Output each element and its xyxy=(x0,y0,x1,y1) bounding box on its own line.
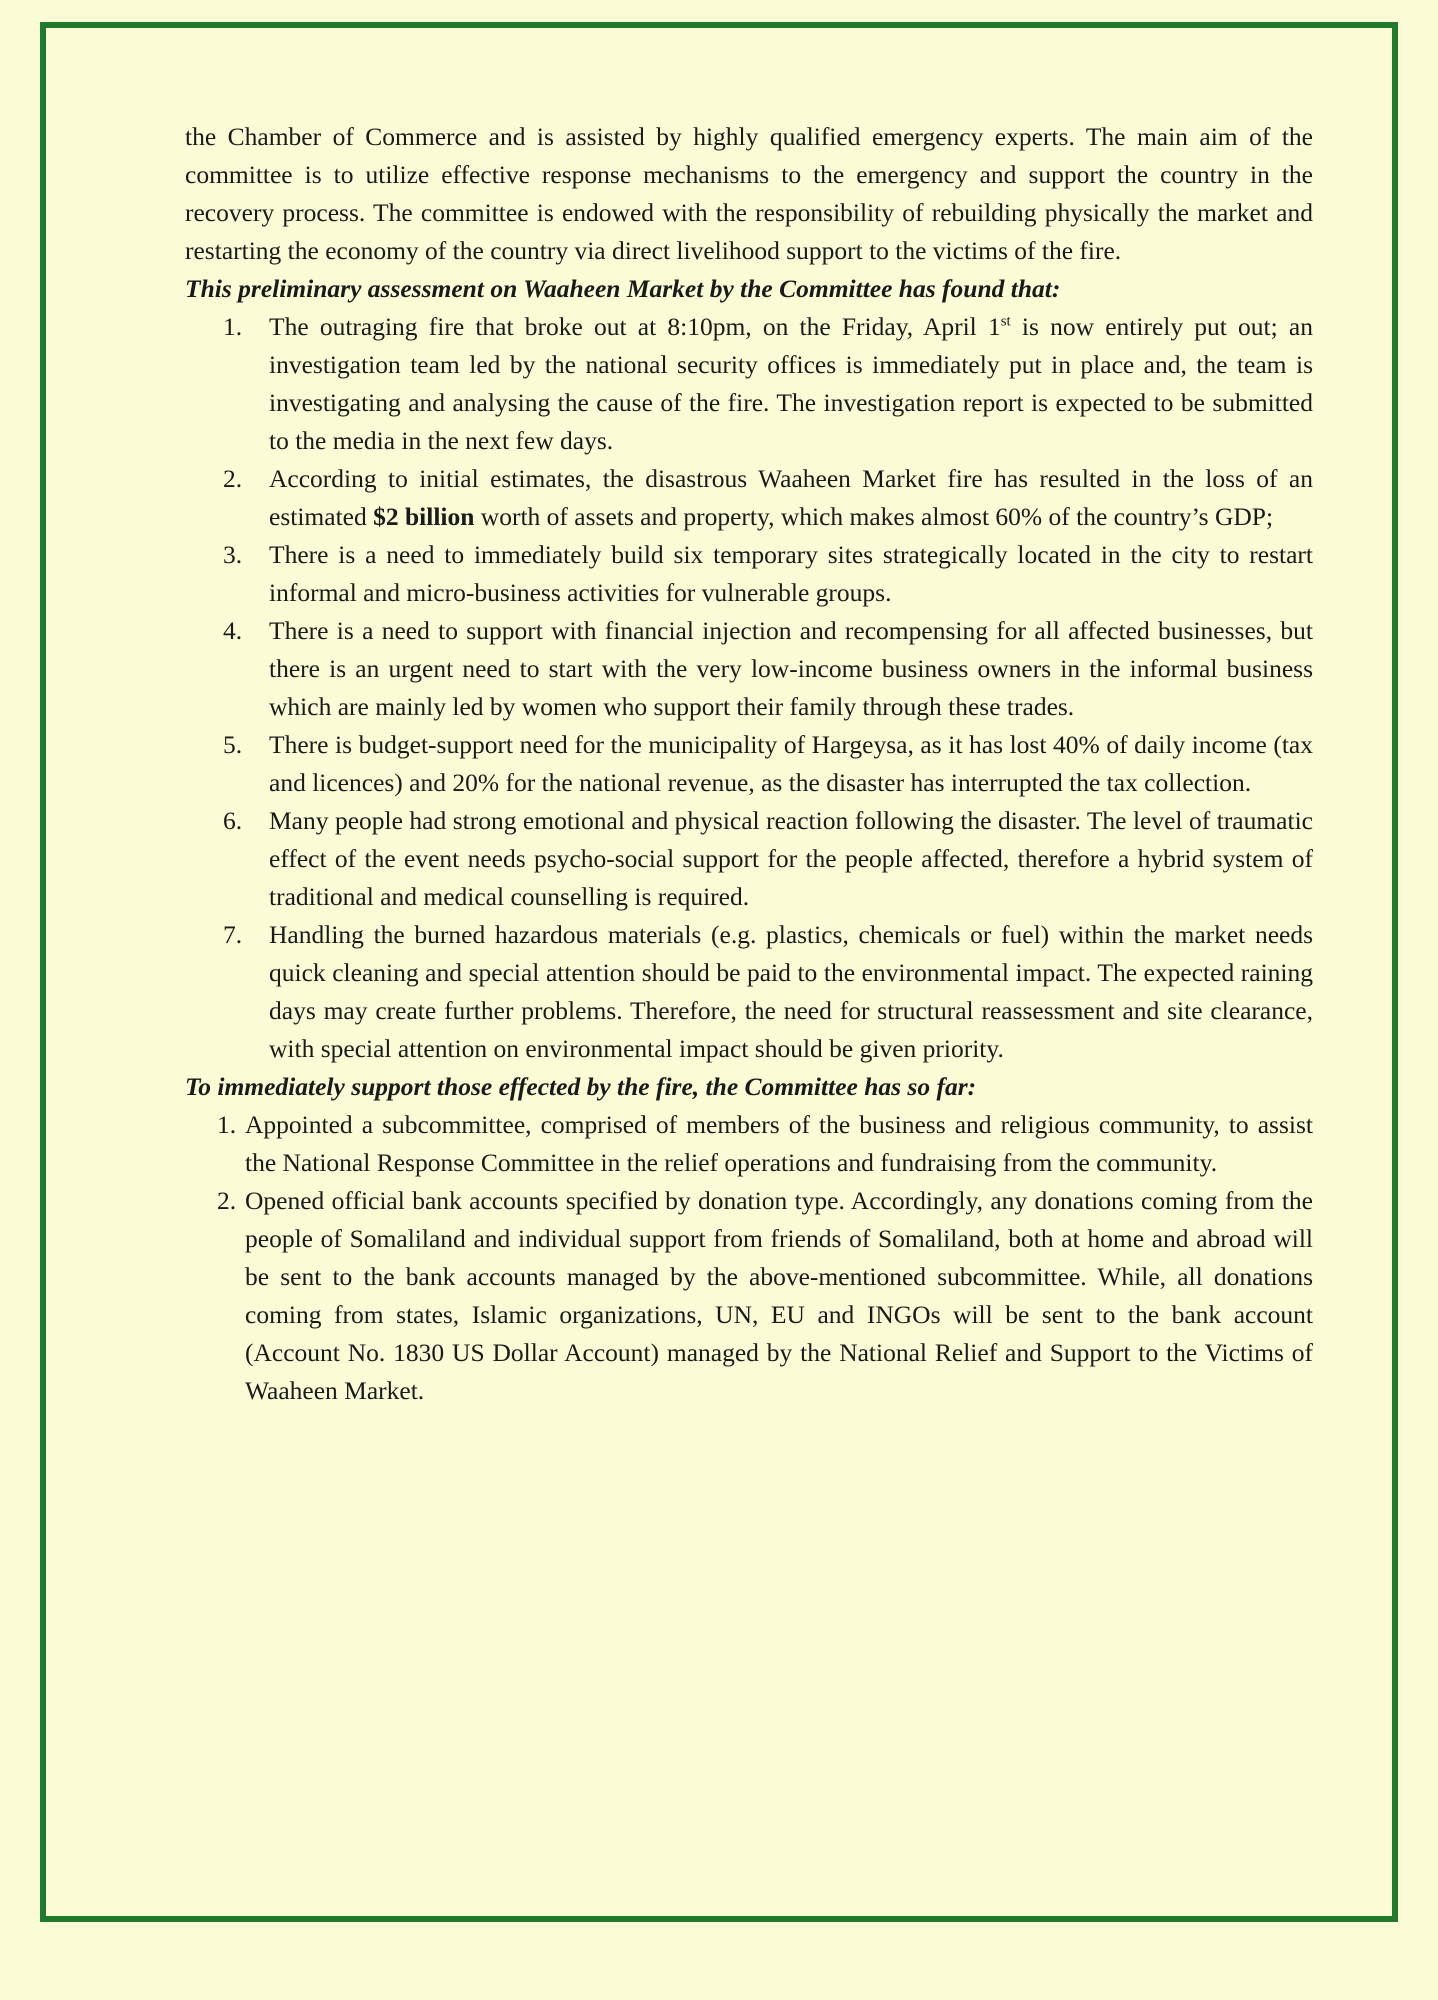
finding-number: 6. xyxy=(223,806,243,835)
finding-number: 5. xyxy=(223,730,243,759)
finding-text: Many people had strong emotional and physical reaction following the disaster. The level of traumatic effect of the event needs psycho-social support for the people affected, therefore a hybrid system of traditional and medical counselling is required. xyxy=(269,806,1313,911)
finding-item xyxy=(185,612,1313,726)
finding-text: worth of assets and property, which makes almost 60% of the country’s GDP; xyxy=(474,502,1274,531)
finding-text: Handling the burned hazardous materials (e.g. plastics, chemicals or fuel) within the market needs quick cleaning and special attention should be paid to the environmental impact. The expected raining days may create further problems. Therefore, the need for structural reassessment and site clearance, with special attention on environmental impact should be given priority. xyxy=(269,920,1313,1063)
finding-number: 2. xyxy=(223,464,243,493)
findings-heading: This preliminary assessment on Waaheen Market by the Committee has found that: xyxy=(185,274,1061,303)
finding-number: 7. xyxy=(223,920,243,949)
finding-text: There is a need to immediately build six temporary sites strategically located in the city to restart informal and micro-business activities for vulnerable groups. xyxy=(269,540,1313,607)
finding-text: According to initial estimates, the disastrous Waaheen Market fire has resulted in the loss of an estimated xyxy=(269,464,1313,531)
finding-text: is now entirely put out; an investigation team led by the national security offices is immediately put in place and, the team is investigating and analysing the cause of the fire. The investigation report is expected to be submitted to the media in the next few days. xyxy=(269,312,1313,455)
action-text: Opened official bank accounts specified by donation type. Accordingly, any donations coming from the people of Somaliland and individual support from friends of Somaliland, both at home and abroad will be sent to the bank accounts managed by the above-mentioned subcommittee. While, all donations coming from states, Islamic organizations, UN, EU and INGOs will be sent to the bank account (Account No. 1830 US Dollar Account) managed by the National Relief and Support to the Victims of Waaheen Market. xyxy=(245,1186,1313,1405)
finding-bold-amount: $2 billion xyxy=(373,502,475,531)
actions-list xyxy=(185,1106,1313,1410)
finding-superscript: st xyxy=(1000,313,1011,330)
finding-item xyxy=(185,308,1313,460)
findings-list xyxy=(185,308,1313,1068)
finding-text: The outraging fire that broke out at 8:10pm, on the Friday, April 1 xyxy=(269,312,1001,341)
finding-item xyxy=(185,726,1313,802)
intro-paragraph: the Chamber of Commerce and is assisted by highly qualified emergency experts. The main aim of the committee is to utilize effective response mechanisms to the emergency and support the country in the recovery process. The committee is endowed with the responsibility of rebuilding physically the market and restarting the economy of the country via direct livelihood support to the victims of the fire. xyxy=(185,122,1313,265)
action-item xyxy=(185,1106,1313,1182)
document-body xyxy=(185,118,1313,1410)
finding-item xyxy=(185,802,1313,916)
actions-heading: To immediately support those effected by the fire, the Committee has so far: xyxy=(185,1072,977,1101)
action-item xyxy=(185,1182,1313,1410)
finding-number: 1. xyxy=(223,312,243,341)
action-number: 1. xyxy=(217,1110,237,1139)
action-text: Appointed a subcommittee, comprised of members of the business and religious community, to assist the National Response Committee in the relief operations and fundraising from the community. xyxy=(245,1110,1313,1177)
finding-text: There is a need to support with financial injection and recompensing for all affected businesses, but there is an urgent need to start with the very low-income business owners in the informal business which are mainly led by women who support their family through these trades. xyxy=(269,616,1313,721)
finding-text: There is budget-support need for the municipality of Hargeysa, as it has lost 40% of daily income (tax and licences) and 20% for the national revenue, as the disaster has interrupted the tax collection. xyxy=(269,730,1313,797)
action-number: 2. xyxy=(217,1186,237,1215)
finding-number: 4. xyxy=(223,616,243,645)
finding-item xyxy=(185,916,1313,1068)
finding-item xyxy=(185,536,1313,612)
finding-number: 3. xyxy=(223,540,243,569)
finding-item xyxy=(185,460,1313,536)
